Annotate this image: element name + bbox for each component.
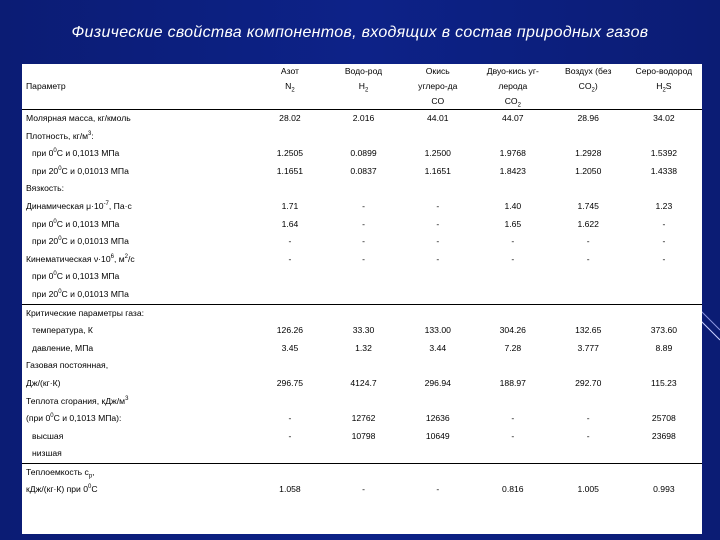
table-cell: Молярная масса, кг/кмоль	[26, 113, 131, 123]
table-row	[22, 340, 702, 358]
table-cell	[253, 357, 702, 375]
table-cell	[22, 251, 253, 269]
table-cell: 1.2928	[575, 148, 602, 159]
table-cell: 1.2050	[575, 165, 602, 176]
table-cell: 23698	[651, 430, 676, 441]
table-cell: 1.32	[355, 342, 372, 353]
table-row	[22, 286, 702, 304]
table-cell: 1.23	[655, 200, 673, 211]
col-header: Окись	[425, 66, 450, 76]
table-cell: 2	[291, 87, 295, 94]
table-cell: 1.4338	[650, 165, 678, 176]
table-cell: 296.94	[424, 377, 451, 388]
table-cell: 1.2505	[276, 148, 304, 159]
table-cell: при 0	[32, 148, 54, 159]
table-cell: -	[362, 253, 365, 264]
table-cell: -	[362, 236, 365, 247]
table-cell: -	[511, 413, 515, 424]
properties-table	[22, 64, 702, 499]
table-cell: С и 0,01013 МПа	[61, 288, 129, 299]
table-row	[22, 145, 702, 163]
table-cell: 2	[591, 87, 595, 94]
table-cell: 132.65	[575, 325, 602, 336]
table-cell: С и 0,1013 МПа	[56, 148, 120, 159]
table-cell: Вязкость:	[26, 183, 64, 194]
table-cell: -	[586, 430, 590, 441]
table-cell: 25708	[651, 413, 676, 424]
table-cell: С и 0,1013 МПа	[56, 218, 120, 229]
table-cell: 188.97	[499, 377, 526, 388]
table-cell: 2	[517, 102, 521, 109]
table-cell: 1.622	[577, 218, 599, 229]
table-cell: -	[662, 218, 666, 229]
col-header: Водо-род	[344, 66, 383, 76]
table-row	[22, 481, 702, 499]
table-cell: -	[362, 484, 365, 495]
table-cell: 0.0837	[350, 165, 377, 176]
table-cell: N	[285, 81, 292, 91]
table-cell: Теплота сгорания, кДж/м	[26, 395, 126, 406]
table-cell: , Па·с	[108, 200, 132, 211]
table-cell: )	[594, 81, 598, 91]
table-cell	[22, 286, 253, 304]
table-cell	[253, 94, 326, 110]
col-header: Двуо-кись уг-	[486, 66, 539, 76]
param-header: Параметр	[26, 81, 66, 91]
table-cell: 3.45	[281, 342, 299, 353]
table-cell: 28.02	[279, 113, 301, 123]
table-cell: Газовая постоянная,	[26, 360, 109, 371]
table-cell: -	[436, 200, 440, 211]
table-cell: С и 0,01013 МПа	[61, 236, 129, 247]
table-cell	[626, 79, 702, 94]
table-cell: давление, МПа	[32, 342, 94, 353]
table-cell	[22, 463, 253, 481]
table-cell: 0.816	[502, 484, 524, 495]
table-cell: 2	[124, 253, 128, 260]
table-cell: 3.44	[429, 342, 447, 353]
table-cell: 1.005	[577, 484, 599, 495]
table-cell	[475, 94, 551, 110]
table-cell: 10649	[425, 430, 450, 441]
table-cell: 2	[662, 87, 666, 94]
table-cell	[253, 79, 326, 94]
table-cell: 3.777	[577, 342, 599, 353]
table-cell: 12636	[425, 413, 450, 424]
table-row	[22, 463, 702, 481]
table-cell: при 20	[32, 236, 59, 247]
table-cell: 1.2500	[424, 148, 451, 159]
table-cell: температура, К	[32, 325, 93, 336]
table-cell	[401, 79, 475, 94]
table-row	[22, 251, 702, 269]
table-cell: -	[436, 253, 440, 264]
table-cell: 0	[58, 236, 62, 243]
table-row	[22, 445, 702, 463]
table-cell: высшая	[32, 430, 64, 441]
table-cell: при 0	[32, 218, 54, 229]
table-cell: Плотность, кг/м	[26, 130, 89, 141]
table-cell: 1.1651	[424, 165, 451, 176]
header-row-3	[22, 94, 702, 110]
table-cell: 1.745	[577, 200, 599, 211]
table-row	[22, 216, 702, 234]
table-cell: (при 0	[26, 413, 51, 424]
table-cell: 28.96	[577, 113, 599, 123]
table-cell: 1.1651	[276, 165, 304, 176]
table-cell: p	[88, 473, 93, 480]
table-cell: 0.993	[653, 484, 675, 495]
table-cell: -	[662, 236, 666, 247]
table-cell: Дж/(кг·К)	[26, 377, 61, 388]
table-cell: -	[362, 218, 365, 229]
table-cell: -	[288, 413, 292, 424]
table-cell: 34.02	[653, 113, 675, 123]
table-row	[22, 428, 702, 446]
table-cell: 133.00	[424, 325, 451, 336]
table-row	[22, 410, 702, 428]
table-cell	[22, 64, 253, 79]
table-cell	[326, 79, 400, 94]
table-cell: 44.07	[502, 113, 524, 123]
table-cell: 0	[58, 289, 62, 296]
table-row	[22, 163, 702, 181]
table-cell: 1.40	[504, 200, 522, 211]
table-cell	[22, 233, 253, 251]
table-cell: 10798	[351, 430, 376, 441]
col-header: Воздух (без	[565, 66, 612, 76]
table-cell	[253, 445, 702, 463]
col-header: Серо-водород	[635, 66, 693, 76]
table-cell: Критические параметры газа:	[26, 307, 145, 318]
table-cell: 0	[53, 218, 57, 225]
table-cell: 6	[110, 253, 114, 260]
table-cell	[253, 304, 702, 322]
table-cell: 1.64	[281, 218, 299, 229]
table-cell: 7.28	[504, 342, 522, 353]
table-cell: 8.89	[655, 342, 673, 353]
table-cell: -	[511, 236, 515, 247]
table-row	[22, 110, 702, 128]
table-cell: 292.70	[575, 377, 602, 388]
table-cell: 2.016	[352, 113, 375, 123]
table-cell	[253, 128, 702, 146]
table-cell: Плотность, $кг/м^3$:	[26, 130, 94, 141]
table-cell: 0	[53, 148, 57, 155]
table-row	[22, 375, 702, 393]
table-cell: -	[436, 218, 440, 229]
table-row	[22, 268, 702, 286]
table-cell	[253, 180, 702, 198]
table-cell: 304.26	[499, 325, 526, 336]
table-cell: С и 0,1013 МПа	[56, 271, 120, 282]
table-cell	[253, 286, 702, 304]
table-cell: -	[511, 253, 515, 264]
table-cell: 3	[125, 395, 129, 402]
table-cell: CO	[578, 81, 592, 91]
table-cell: 0	[58, 165, 62, 172]
table-cell	[22, 393, 253, 411]
table-cell	[22, 163, 253, 181]
properties-table-sheet	[22, 64, 702, 534]
table-cell: низшая	[22, 445, 253, 463]
table-cell	[551, 94, 626, 110]
table-cell: 12762	[351, 413, 376, 424]
table-cell: С и 0,1013 МПа):	[53, 413, 122, 424]
table-cell	[22, 145, 253, 163]
table-cell	[22, 94, 253, 110]
table-cell: -	[362, 200, 365, 211]
table-cell: 0	[88, 484, 92, 491]
table-row	[22, 233, 702, 251]
table-cell: лерода	[498, 81, 528, 91]
table-cell: CO	[504, 96, 518, 106]
table-cell: 2	[364, 87, 369, 94]
table-cell	[22, 198, 253, 216]
table-cell	[326, 94, 400, 110]
table-cell: -	[511, 430, 515, 441]
col-header: Азот	[280, 66, 299, 76]
table-cell: 3	[88, 130, 92, 137]
table-row	[22, 393, 702, 411]
table-cell: -7	[103, 201, 109, 208]
table-cell: 1.71	[281, 200, 299, 211]
table-cell: 1.5392	[650, 148, 678, 159]
table-cell	[253, 393, 702, 411]
table-cell: 1.65	[504, 218, 522, 229]
table-cell: -	[436, 236, 440, 247]
table-row	[22, 128, 702, 146]
table-cell: Динамическая μ·10	[26, 200, 104, 211]
table-cell: ,	[92, 466, 95, 477]
table-cell: 1.9768	[499, 148, 526, 159]
table-cell: кДж/(кг·К) при 0	[26, 484, 88, 495]
table-cell: 0	[53, 271, 57, 278]
table-cell	[475, 79, 551, 94]
table-cell: -	[586, 236, 590, 247]
header-row-1	[22, 64, 702, 79]
table-row	[22, 198, 702, 216]
table-cell: С	[91, 484, 98, 495]
table-cell: С и 0,01013 МПа	[61, 165, 129, 176]
table-cell: при 20	[32, 288, 59, 299]
table-row	[22, 322, 702, 340]
table-cell: S	[665, 81, 672, 91]
table-cell: 1.8423	[499, 165, 526, 176]
table-cell: , м	[113, 253, 125, 264]
table-cell: -	[288, 236, 292, 247]
table-row	[22, 357, 702, 375]
table-cell: 0	[50, 413, 54, 420]
table-cell: при 20	[32, 165, 59, 176]
table-cell: -	[288, 253, 292, 264]
table-cell	[626, 94, 702, 110]
table-cell	[22, 216, 253, 234]
table-cell: 296.75	[276, 377, 304, 388]
table-cell	[253, 463, 702, 481]
table-cell: CO	[431, 96, 445, 106]
table-cell: H	[656, 81, 663, 91]
table-cell	[22, 481, 253, 499]
table-cell	[22, 410, 253, 428]
table-row	[22, 304, 702, 322]
header-row-2	[22, 79, 702, 94]
table-cell	[551, 79, 626, 94]
table-cell: 126.26	[276, 325, 304, 336]
table-row	[22, 180, 702, 198]
table-cell: 4124.7	[350, 377, 377, 388]
table-cell: -	[662, 253, 666, 264]
table-cell: 1.058	[279, 484, 301, 495]
table-cell: 0.0899	[350, 148, 377, 159]
table-cell: /с	[127, 253, 135, 264]
table-cell: 33.30	[352, 325, 375, 336]
table-cell	[401, 94, 475, 110]
table-cell	[253, 268, 702, 286]
table-cell	[22, 268, 253, 286]
page-title: Физические свойства компонентов, входящих в состав природных газов	[71, 24, 649, 41]
table-cell: Теплоемкость c	[26, 466, 89, 477]
table-cell: -	[586, 413, 590, 424]
table-cell: 373.60	[650, 325, 678, 336]
table-cell: H	[358, 81, 365, 91]
table-cell: углеро-да	[418, 81, 458, 91]
table-cell: -	[586, 253, 590, 264]
table-cell: -	[288, 430, 292, 441]
table-cell: Кинематическая ν·10	[26, 253, 111, 264]
table-cell: 44.01	[427, 113, 449, 123]
table-cell: -	[436, 484, 440, 495]
table-cell: при 0	[32, 271, 54, 282]
table-cell: 115.23	[651, 377, 677, 388]
